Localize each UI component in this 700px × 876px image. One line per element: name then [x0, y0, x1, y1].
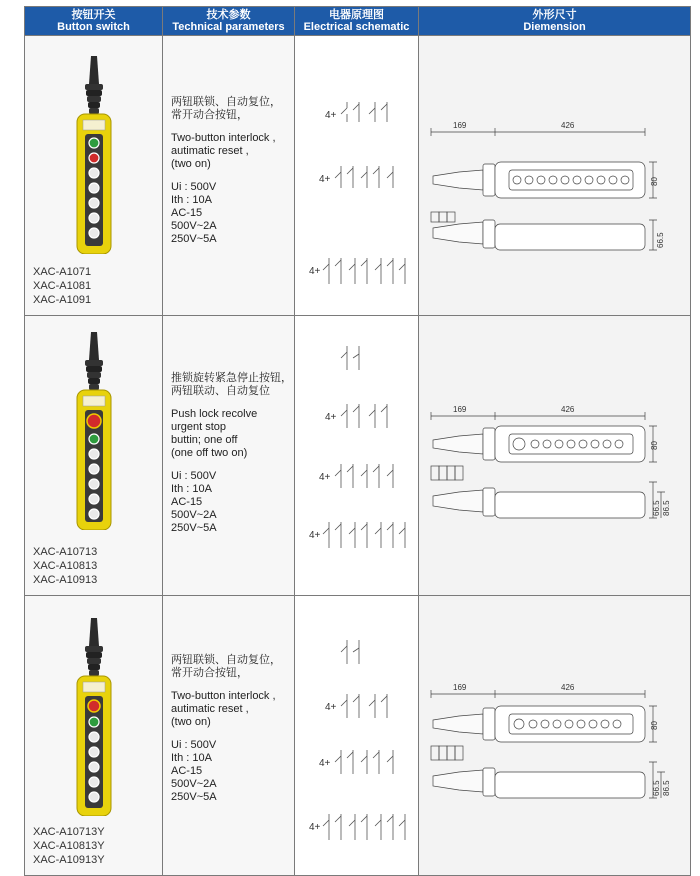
- dimension-drawing: [419, 596, 691, 874]
- product-image-cell: [25, 36, 163, 316]
- schematic-diagram: [295, 596, 419, 874]
- dimension-label: 86.5: [662, 780, 671, 796]
- schematic-diagram: [295, 36, 419, 314]
- dimension-label: 80: [650, 177, 659, 186]
- model-numbers: [33, 825, 105, 867]
- product-image-cell: [25, 316, 163, 596]
- dimension-label: 426: [561, 405, 575, 414]
- dimension-label: 66.5: [656, 232, 665, 248]
- dimension-cell: [419, 316, 691, 596]
- dimension-cell: [419, 36, 691, 316]
- model-number: XAC-A1071: [33, 266, 92, 278]
- schematic-label: 4+: [325, 702, 337, 713]
- header-technical-parameters: 技术参数 Technical parameters: [163, 7, 295, 36]
- pendant-switch-estop-image: [25, 330, 163, 530]
- header-button-switch: 按钮开关 Button switch: [25, 7, 163, 36]
- model-numbers: [33, 265, 91, 307]
- schematic-label: 4+: [319, 472, 331, 483]
- schematic-label: 4+: [325, 412, 337, 423]
- product-row: [25, 316, 691, 596]
- dimension-label: 80: [650, 441, 659, 450]
- dimension-label: 86.5: [662, 500, 671, 516]
- model-numbers: [33, 545, 97, 587]
- schematic-label: 4+: [309, 822, 321, 833]
- pendant-switch-6-button-image: [25, 54, 163, 254]
- technical-parameters-cell: 推锁旋转紧急停止按钮， 两钮联动、自动复位 Push lock recolve urgent stop buttin; one off (one off two on) Ui : 500V Ith : 10A AC-15 500V~2A 250V~5A: [163, 316, 295, 596]
- model-number: XAC-A10913Y: [33, 854, 105, 866]
- header-row: [25, 7, 691, 36]
- technical-parameters-cell: 两钮联锁、自动复位， 常开动合按钮， Two-button interlock , autimatic reset , (two on) Ui : 500V Ith : 10A AC-15 500V~2A 250V~5A: [163, 596, 295, 876]
- dimension-label: 66.5: [652, 500, 661, 516]
- model-number: XAC-A10713Y: [33, 826, 105, 838]
- header-dimension: 外形尺寸 Diemension: [419, 7, 691, 36]
- electrical-schematic-cell: [295, 316, 419, 596]
- schematic-diagram: [295, 316, 419, 594]
- dimension-label: 80: [650, 721, 659, 730]
- dimension-label: 426: [561, 121, 575, 130]
- product-row: [25, 596, 691, 876]
- model-number: XAC-A10813Y: [33, 840, 105, 852]
- schematic-label: 4+: [309, 530, 321, 541]
- dimension-drawing: [419, 36, 691, 314]
- product-row: [25, 36, 691, 316]
- electrical-schematic-cell: [295, 596, 419, 876]
- model-number: XAC-A1091: [33, 294, 92, 306]
- model-number: XAC-A10913: [33, 574, 98, 586]
- dimension-cell: [419, 596, 691, 876]
- model-number: XAC-A10713: [33, 546, 98, 558]
- schematic-label: 4+: [309, 266, 321, 277]
- schematic-label: 4+: [325, 110, 337, 121]
- header-electrical-schematic: 电器原理图 Electrical schematic: [295, 7, 419, 36]
- technical-parameters-cell: 两钮联锁、自动复位， 常开动合按钮， Two-button interlock , autimatic reset , (two on) Ui : 500V Ith : 10A AC-15 500V~2A 250V~5A: [163, 36, 295, 316]
- electrical-schematic-cell: [295, 36, 419, 316]
- schematic-label: 4+: [319, 174, 331, 185]
- product-image-cell: [25, 596, 163, 876]
- model-number: XAC-A10813: [33, 560, 98, 572]
- model-number: XAC-A1081: [33, 280, 92, 292]
- dimension-label: 66.5: [652, 780, 661, 796]
- schematic-label: 4+: [319, 758, 331, 769]
- spec-table: [24, 6, 691, 876]
- dimension-label: 426: [561, 683, 575, 692]
- pendant-switch-6-button-image: [25, 616, 163, 816]
- dimension-label: 169: [453, 683, 467, 692]
- dimension-label: 169: [453, 405, 467, 414]
- dimension-drawing: [419, 316, 691, 594]
- dimension-label: 169: [453, 121, 467, 130]
